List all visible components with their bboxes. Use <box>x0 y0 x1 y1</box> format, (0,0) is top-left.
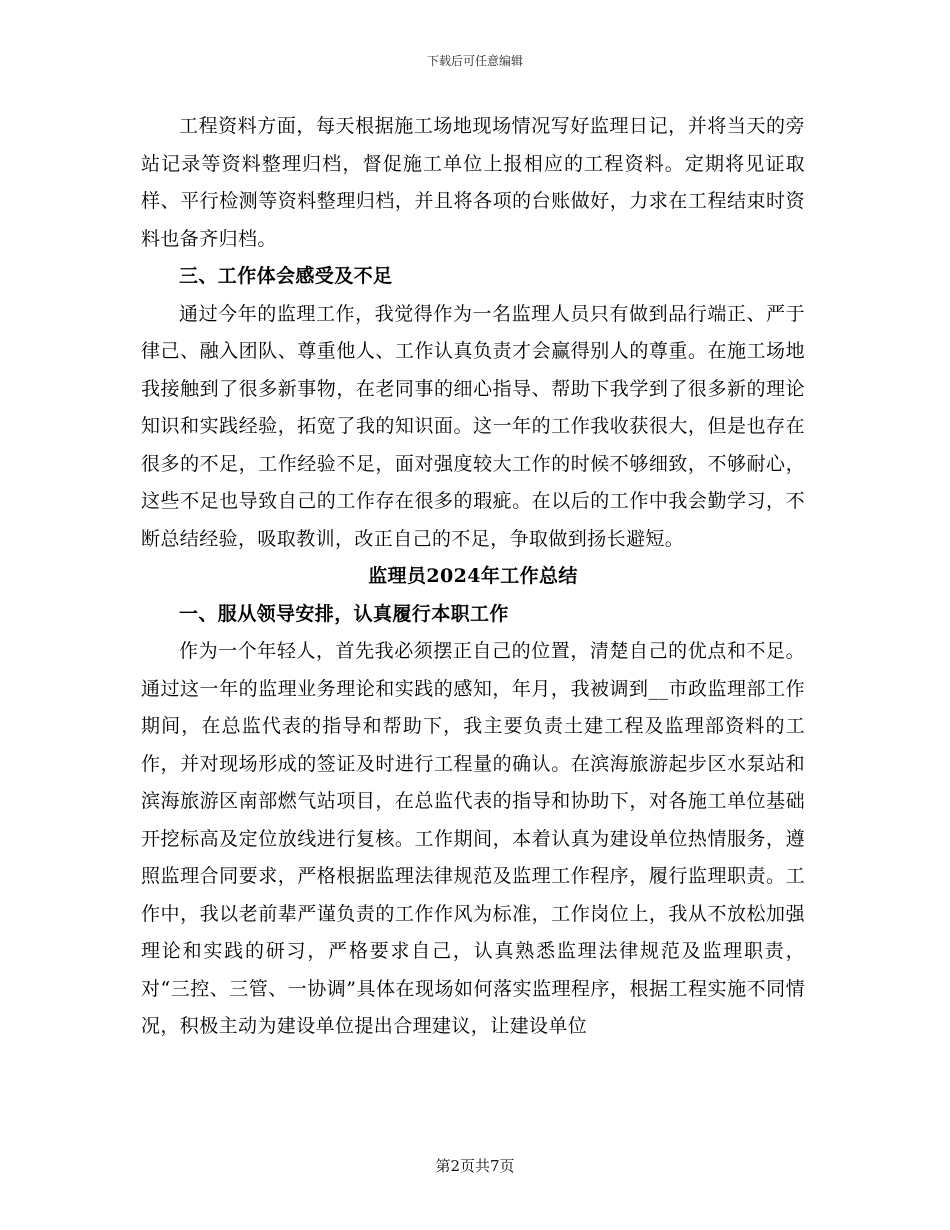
paragraph-duties: 作为一个年轻人，首先我必须摆正自己的位置，清楚自己的优点和不足。通过这一年的监理业务理论和实践的感知，年月，我被调到__市政监理部工作期间，在总监代表的指导和帮助下，我主要负责土建工程及监理部资料的工作，并对现场形成的签证及时进行工程量的确认。在滨海旅游起步区水泵站和滨海旅游区南部燃气站项目，在总监代表的指导和协助下，对各施工单位基础开挖标高及定位放线进行复核。工作期间，本着认真为建设单位热情服务，遵照监理合同要求，严格根据监理法律规范及监理工作程序，履行监理职责。工作中，我以老前辈严谨负责的工作作风为标准，工作岗位上，我从不放松加强理论和实践的研习，严格要求自己，认真熟悉监理法律规范及监理职责，对“三控、三管、一协调”具体在现场如何落实监理程序，根据工程实施不同情况，积极主动为建设单位提出合理建议，让建设单位 <box>141 640 805 1037</box>
page-number: 第2页共7页 <box>435 1157 515 1175</box>
paragraph-experience: 通过今年的监理工作，我觉得作为一名监理人员只有做到品行端正、严于律己、融入团队、尊重他人、工作认真负责才会赢得别人的尊重。在施工场地我接触到了很多新事物，在老同事的细心指导、帮助下我学到了很多新的理论知识和实践经验，拓宽了我的知识面。这一年的工作我收获很大，但是也存在很多的不足，工作经验不足，面对强度较大工作的时候不够细致，不够耐心，这些不足也导致自己的工作存在很多的瑕疵。在以后的工作中我会勤学习，不断总结经验，吸取教训，改正自己的不足，争取做到扬长避短。 <box>141 302 805 550</box>
page-header: 下载后可任意编辑 <box>426 54 523 68</box>
document-title: 监理员2024年工作总结 <box>368 565 578 587</box>
section-heading-experience: 三、工作体会感受及不足 <box>179 265 393 287</box>
section-heading-duties: 一、服从领导安排，认真履行本职工作 <box>179 602 509 625</box>
document-body <box>141 108 805 1046</box>
paragraph-engineering-records: 工程资料方面，每天根据施工场地现场情况写好监理日记，并将当天的旁站记录等资料整理归档，督促施工单位上报相应的工程资料。定期将见证取样、平行检测等资料整理归档，并且将各项的台账做好，力求在工程结束时资料也备齐归档。 <box>141 115 805 250</box>
